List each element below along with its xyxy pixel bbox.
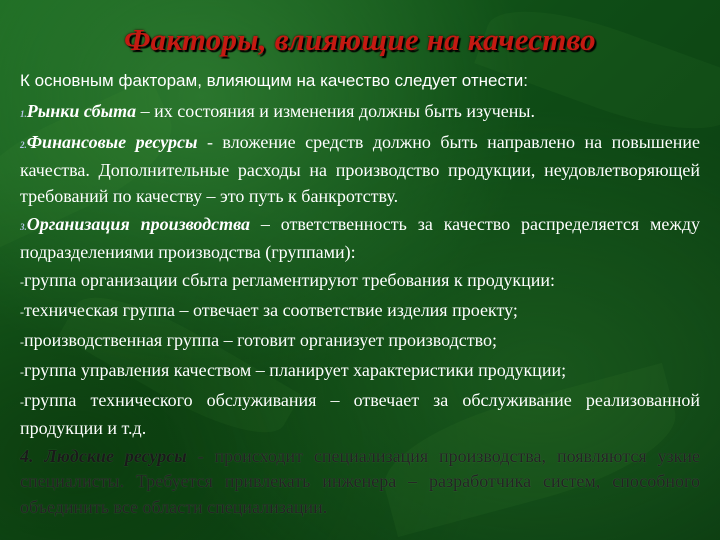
item-text: - вложение средств должно быть направлено на повышение качества. Дополнительные расходы на производство продукции, неудовлетворяющей требований по качеству – это путь к банкротству. [20,131,700,206]
group-text: техническая группа – отвечает за соответствие изделия проекту; [24,300,518,320]
factor-item-human-resources [20,444,700,521]
group-item-technical [20,298,700,326]
item-number: 1. [20,108,27,119]
item-number: 2. [20,139,27,150]
slide-title: Факторы, влияющие на качество [124,22,596,57]
group-text: группа управления качеством – планирует характеристики продукции; [24,360,567,380]
group-text: группа организации сбыта регламентируют требования к продукции: [24,270,556,290]
item-term: Людские ресурсы [44,445,187,466]
item-text: – их состояния и изменения должны быть изучены. [136,100,535,121]
item-term: Организация производства [26,213,251,234]
group-marker: - [20,335,24,349]
slide-body [20,68,700,523]
group-marker: - [20,365,24,379]
group-marker: - [20,305,24,319]
factor-item-markets [20,99,700,128]
group-item-sales [20,268,700,296]
group-item-production [20,328,700,356]
item-number: 4. [20,445,34,466]
item-text: – ответственность за качество распределяется между подразделениями производства (группами): [20,213,700,262]
item-term: Рынки сбыта [26,100,137,121]
group-item-service [20,388,700,441]
item-term: Финансовые ресурсы [26,131,198,152]
group-text: группа технического обслуживания – отвечает за обслуживание реализованной продукции и т.д. [20,390,700,438]
group-item-quality [20,358,700,386]
factor-item-finance [20,130,700,210]
group-marker: - [20,395,24,409]
group-marker: - [20,275,24,289]
item-text: - происходит специализация производства, появляются узкие специалисты. Требуется привлекать инженера – разработчика систем, способного объединить все области специализации. [20,445,700,517]
factor-item-organization [20,212,700,266]
intro-text: К основным факторам, влияющим на качество следует отнести: [20,71,528,90]
item-number: 3. [20,221,27,232]
group-text: производственная группа – готовит организует производство; [24,330,498,350]
